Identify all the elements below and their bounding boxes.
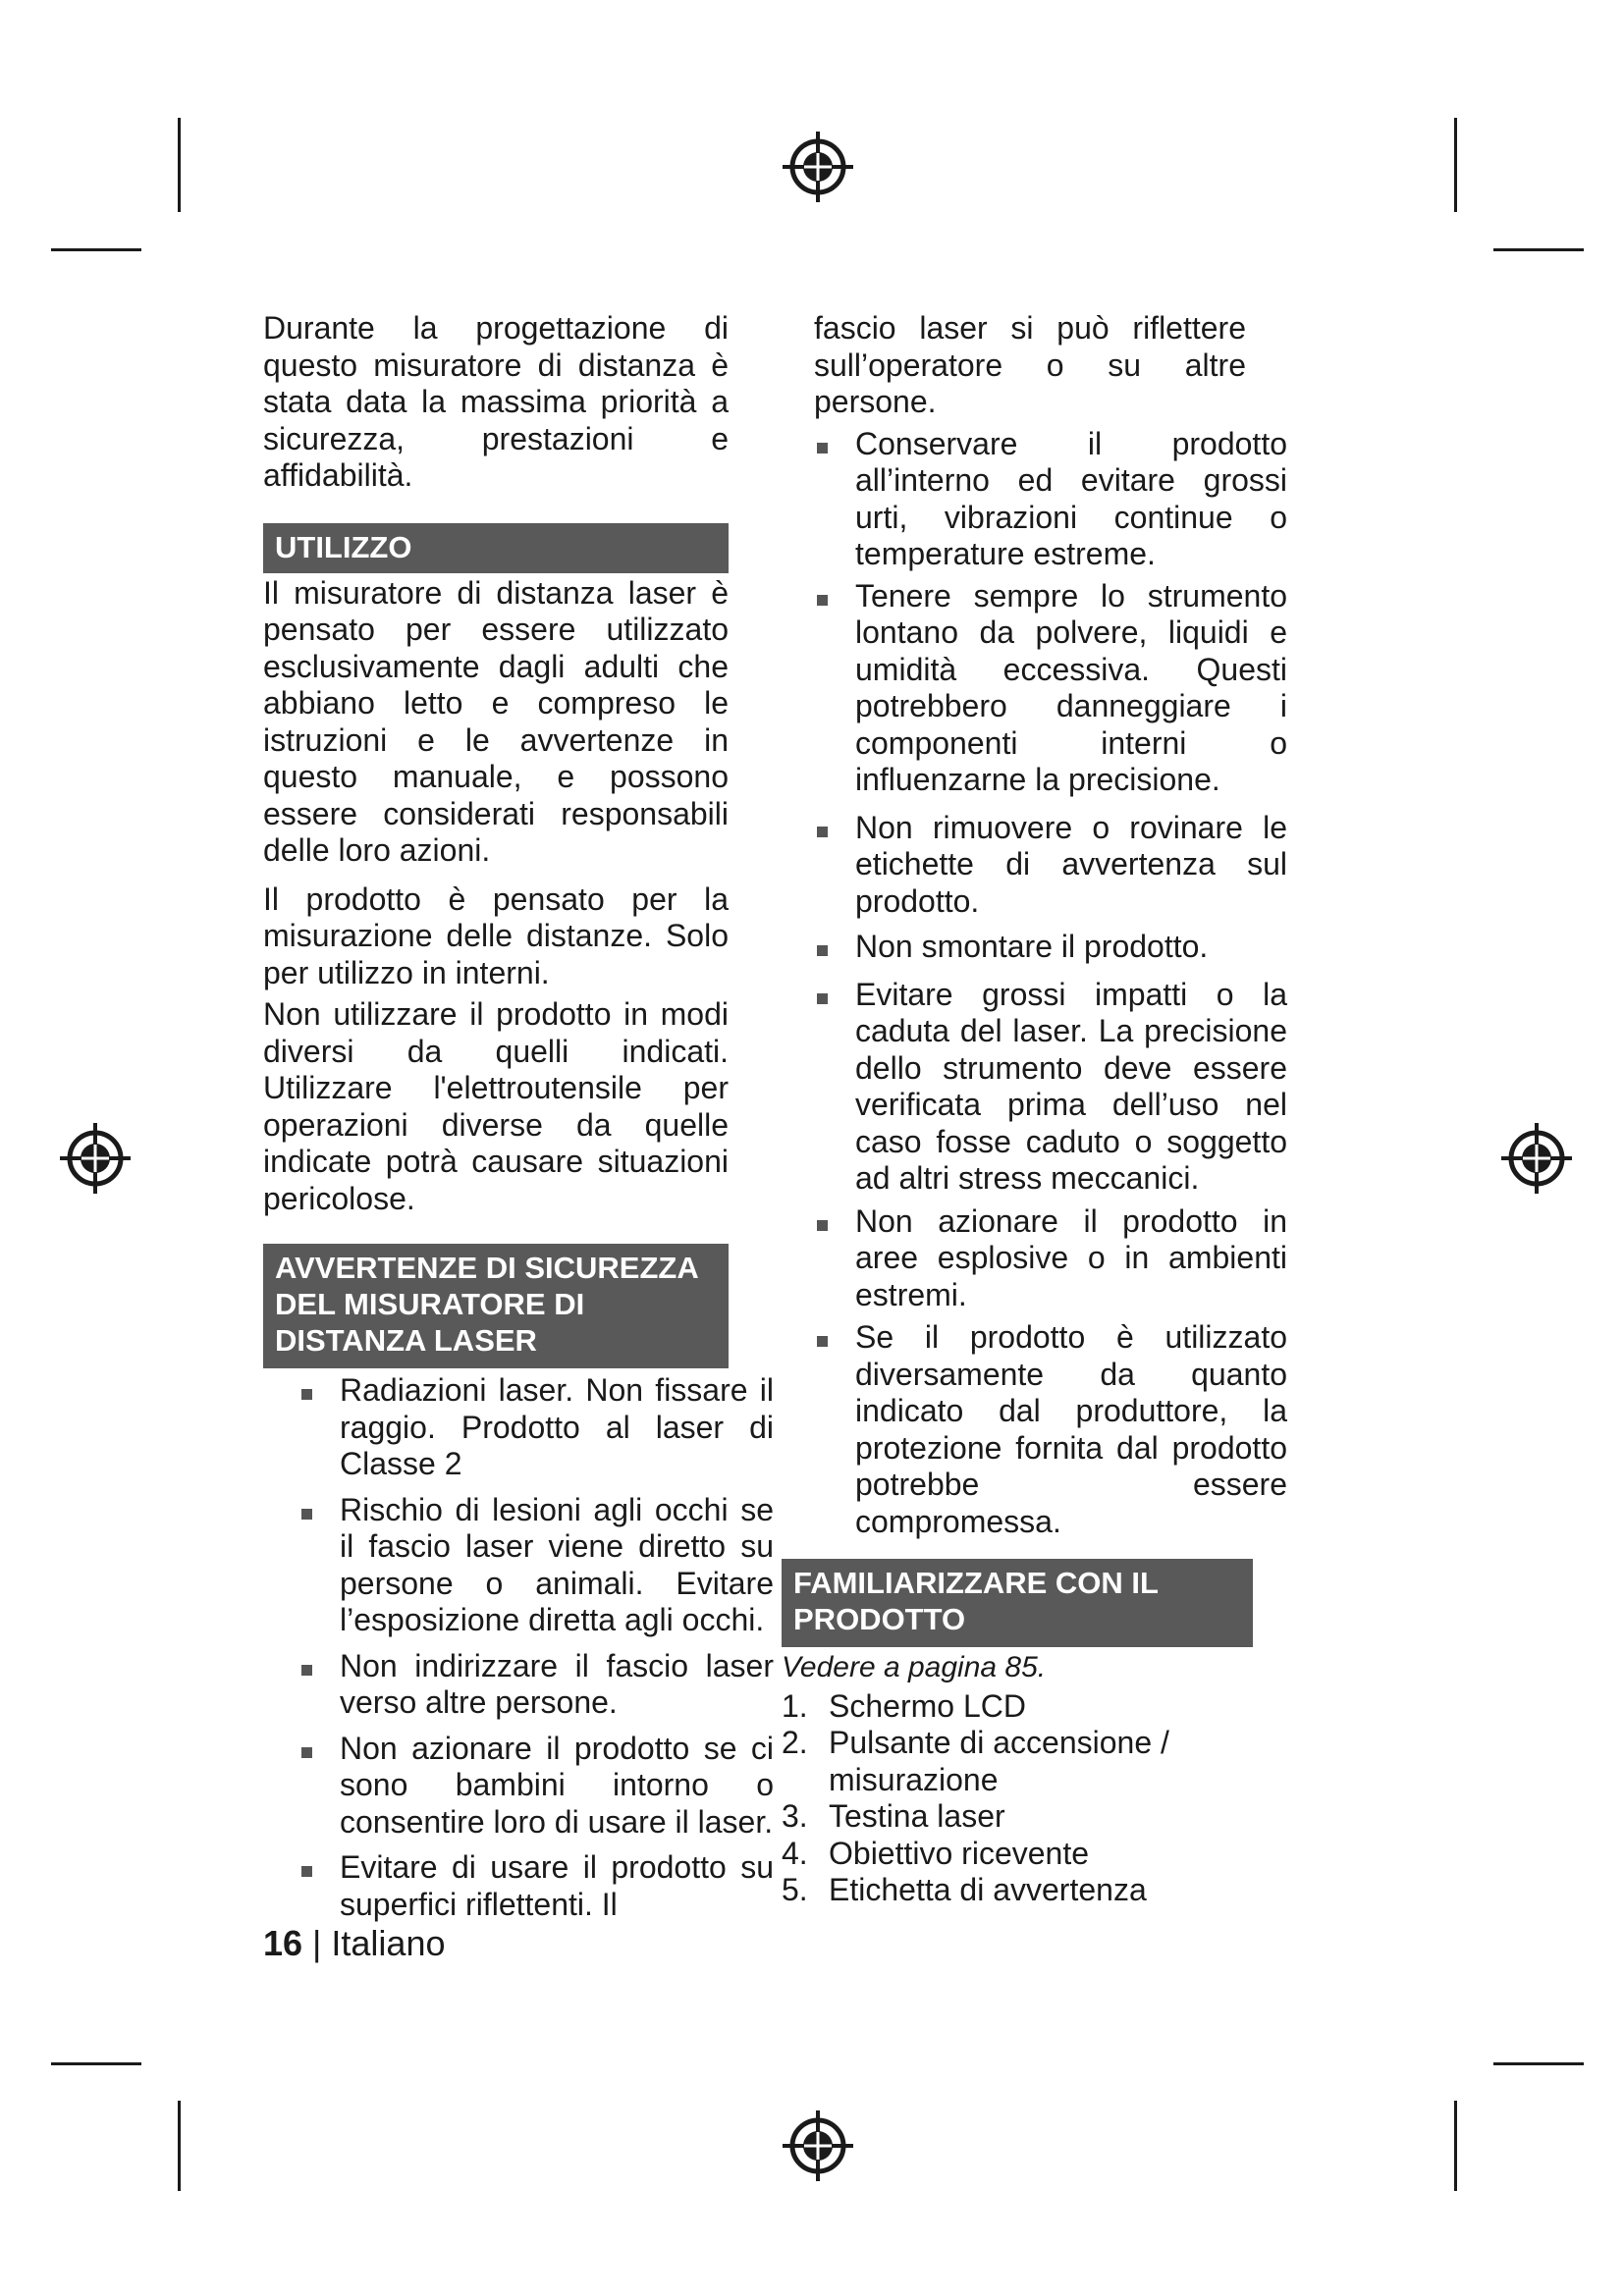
registration-mark-bottom-icon xyxy=(779,2107,857,2185)
list-item: Se il prodotto è utilizzato diversamente da quanto indicato dal produttore, la protezione fornita dal prodotto potrebbe essere compromessa. xyxy=(814,1319,1287,1540)
square-bullet-icon xyxy=(301,1747,312,1758)
utilizzo-paragraph: Il prodotto è pensato per la misurazione delle distanze. Solo per utilizzo in interni. xyxy=(263,881,729,990)
list-item: Radiazioni laser. Non fissare il raggio. Prodotto al laser di Classe 2 xyxy=(298,1372,774,1483)
left-column xyxy=(263,310,774,1923)
crop-mark-top-left-vertical xyxy=(178,118,181,212)
list-item: Non azionare il prodotto se ci sono bambini intorno o consentire loro di usare il laser. xyxy=(298,1731,774,1842)
crop-mark-top-right-horizontal xyxy=(1493,248,1584,251)
footer-language: Italiano xyxy=(331,1923,446,1963)
registration-mark-left-icon xyxy=(56,1119,135,1198)
list-item: Rischio di lesioni agli occhi se il fascio laser viene diretto su persone o animali. Evitare l’esposizione diretta agli occhi. xyxy=(298,1492,774,1639)
list-item: 3. Testina laser xyxy=(782,1798,1005,1834)
list-item: Non azionare il prodotto in aree esplosive o in ambienti estremi. xyxy=(814,1203,1287,1314)
crop-mark-bottom-right-horizontal xyxy=(1493,2062,1584,2065)
square-bullet-icon xyxy=(301,1389,312,1400)
list-item: Non indirizzare il fascio laser verso altre persone. xyxy=(298,1648,774,1722)
registration-mark-right-icon xyxy=(1497,1119,1576,1198)
crop-mark-bottom-left-vertical xyxy=(178,2101,181,2191)
crop-mark-top-right-vertical xyxy=(1454,118,1457,212)
utilizzo-paragraph: Non utilizzare il prodotto in modi diversi da quelli indicati. Utilizzare l'elettroutensile per operazioni diverse da quelle indicate potrà causare situazioni pericolose. xyxy=(263,996,729,1216)
safety-bullet-list-right xyxy=(814,426,1287,1541)
footer-separator: | xyxy=(302,1923,332,1963)
intro-paragraph: Durante la progettazione di questo misuratore di distanza è stata data la massima priorità a sicurezza, prestazioni e affidabilità. xyxy=(263,310,729,493)
utilizzo-paragraph: Il misuratore di distanza laser è pensato per essere utilizzato esclusivamente dagli adulti che abbiano letto e compreso le istruzioni e le avvertenze in questo manuale, e possono essere considerati responsabili delle loro azioni. xyxy=(263,574,729,868)
square-bullet-icon xyxy=(301,1866,312,1877)
continuation-paragraph: fascio laser si può riflettere sull’operatore o su altre persone. xyxy=(814,310,1246,419)
safety-bullet-list-left xyxy=(298,1372,774,1923)
see-page-note: Vedere a pagina 85. xyxy=(782,1651,1047,1683)
square-bullet-icon xyxy=(301,1665,312,1676)
square-bullet-icon xyxy=(817,595,828,606)
familiarizzare-section xyxy=(782,1559,1253,1909)
square-bullet-icon xyxy=(817,443,828,454)
component-list xyxy=(782,1688,1253,1909)
crop-mark-bottom-left-horizontal xyxy=(51,2062,141,2065)
list-item: Conservare il prodotto all’interno ed evitare grossi urti, vibrazioni continue o temperature estreme. xyxy=(814,426,1287,573)
page-number: 16 xyxy=(263,1923,303,1963)
section-heading-utilizzo: UTILIZZO xyxy=(263,523,729,573)
square-bullet-icon xyxy=(817,945,828,956)
crop-mark-bottom-right-vertical xyxy=(1454,2101,1457,2191)
square-bullet-icon xyxy=(817,827,828,837)
list-item: 4. Obiettivo ricevente xyxy=(782,1835,1090,1871)
section-heading-avvertenze: AVVERTENZE DI SICUREZZA DEL MISURATORE DI DISTANZA LASER xyxy=(263,1244,729,1368)
section-heading-familiarizzare: FAMILIARIZZARE CON IL PRODOTTO xyxy=(782,1559,1253,1647)
page-footer xyxy=(263,1924,446,1963)
right-column xyxy=(814,310,1287,1540)
crop-mark-top-left-horizontal xyxy=(51,248,141,251)
list-item: 2. Pulsante di accensione / misurazione xyxy=(782,1725,1169,1797)
list-item: 1. Schermo LCD xyxy=(782,1687,1026,1724)
list-item: Non rimuovere o rovinare le etichette di avvertenza sul prodotto. xyxy=(814,810,1287,921)
registration-mark-top-icon xyxy=(779,128,857,206)
square-bullet-icon xyxy=(817,1220,828,1231)
list-item: Evitare grossi impatti o la caduta del laser. La precisione dello strumento deve essere verificata prima dell’uso nel caso fosse caduto o soggetto ad altri stress meccanici. xyxy=(814,977,1287,1198)
square-bullet-icon xyxy=(817,993,828,1004)
square-bullet-icon xyxy=(301,1509,312,1520)
square-bullet-icon xyxy=(817,1336,828,1347)
list-item: 5. Etichetta di avvertenza xyxy=(782,1872,1147,1907)
list-item: Evitare di usare il prodotto su superfici riflettenti. Il xyxy=(298,1849,774,1923)
list-item: Non smontare il prodotto. xyxy=(814,929,1287,966)
list-item: Tenere sempre lo strumento lontano da polvere, liquidi e umidità eccessiva. Questi potrebbero danneggiare i componenti interni o influenzarne la precisione. xyxy=(814,578,1287,799)
